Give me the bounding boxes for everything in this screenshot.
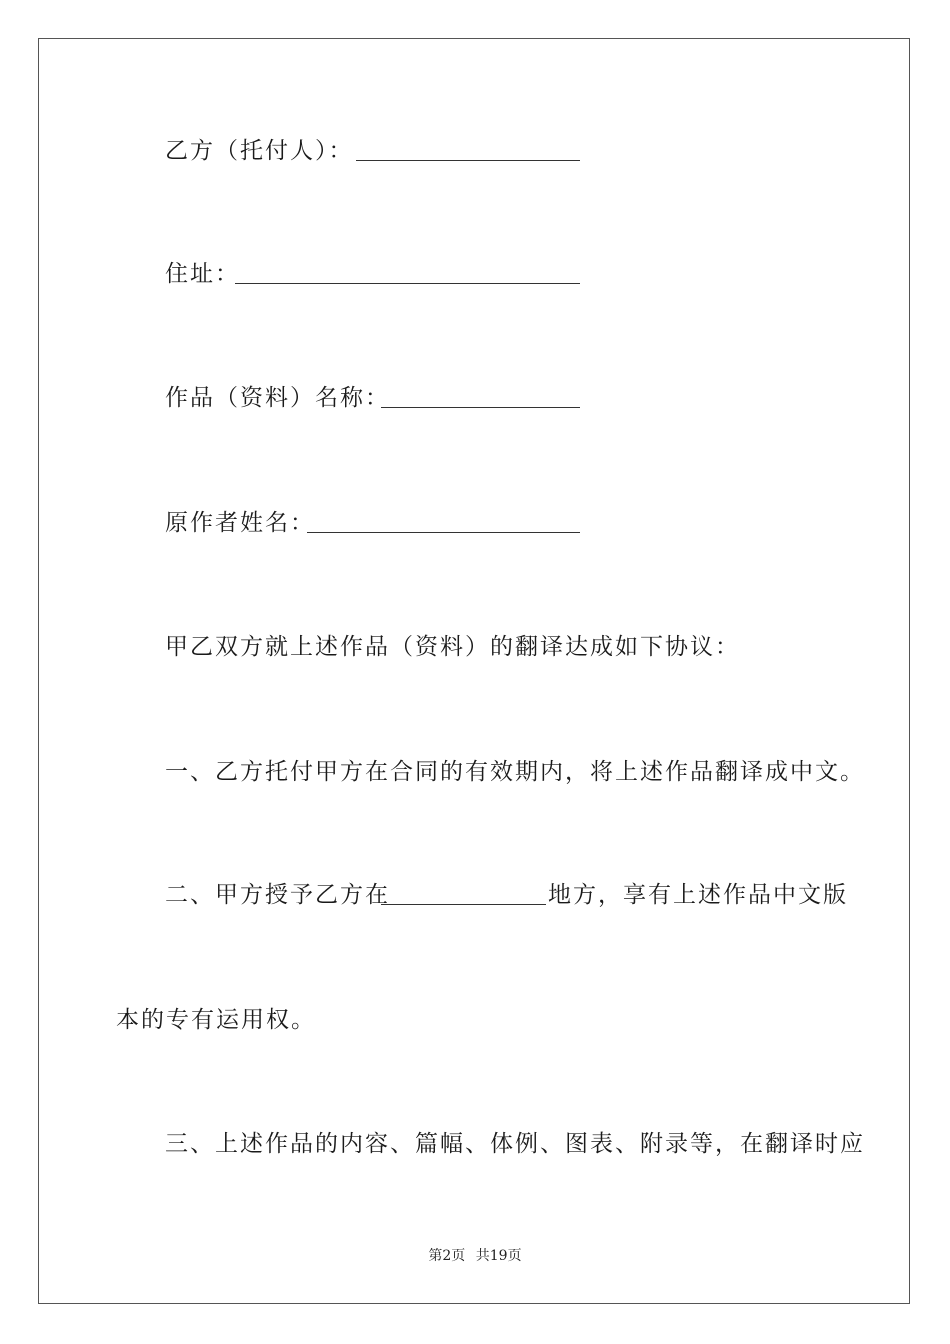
- page-total: 共19页: [475, 1248, 522, 1264]
- clause-2-part-a: 二、甲方授予乙方在: [165, 882, 390, 908]
- work-name-label: 作品（资料）名称：: [165, 385, 390, 411]
- clause-2-blank: [381, 904, 546, 905]
- clause-3: 三、上述作品的内容、篇幅、体例、图表、附录等，在翻译时应: [165, 1131, 865, 1157]
- author-name-label: 原作者姓名：: [165, 510, 315, 536]
- agreement-intro: 甲乙双方就上述作品（资料）的翻译达成如下协议：: [165, 634, 740, 660]
- clause-1: 一、乙方托付甲方在合同的有效期内，将上述作品翻译成中文。: [165, 759, 865, 785]
- page-border: [38, 38, 910, 1304]
- address-label: 住址：: [165, 261, 240, 287]
- clause-2-part-b: 地方，享有上述作品中文版: [548, 882, 848, 908]
- page-footer: [0, 1247, 950, 1265]
- party-b-label: 乙方（托付人）：: [165, 138, 354, 164]
- party-b-blank: [356, 160, 580, 161]
- page-number: 第2页: [428, 1248, 466, 1264]
- clause-2-part-c: 本的专有运用权。: [116, 1007, 316, 1033]
- work-name-blank: [381, 407, 580, 408]
- address-blank: [235, 283, 580, 284]
- author-name-blank: [307, 532, 580, 533]
